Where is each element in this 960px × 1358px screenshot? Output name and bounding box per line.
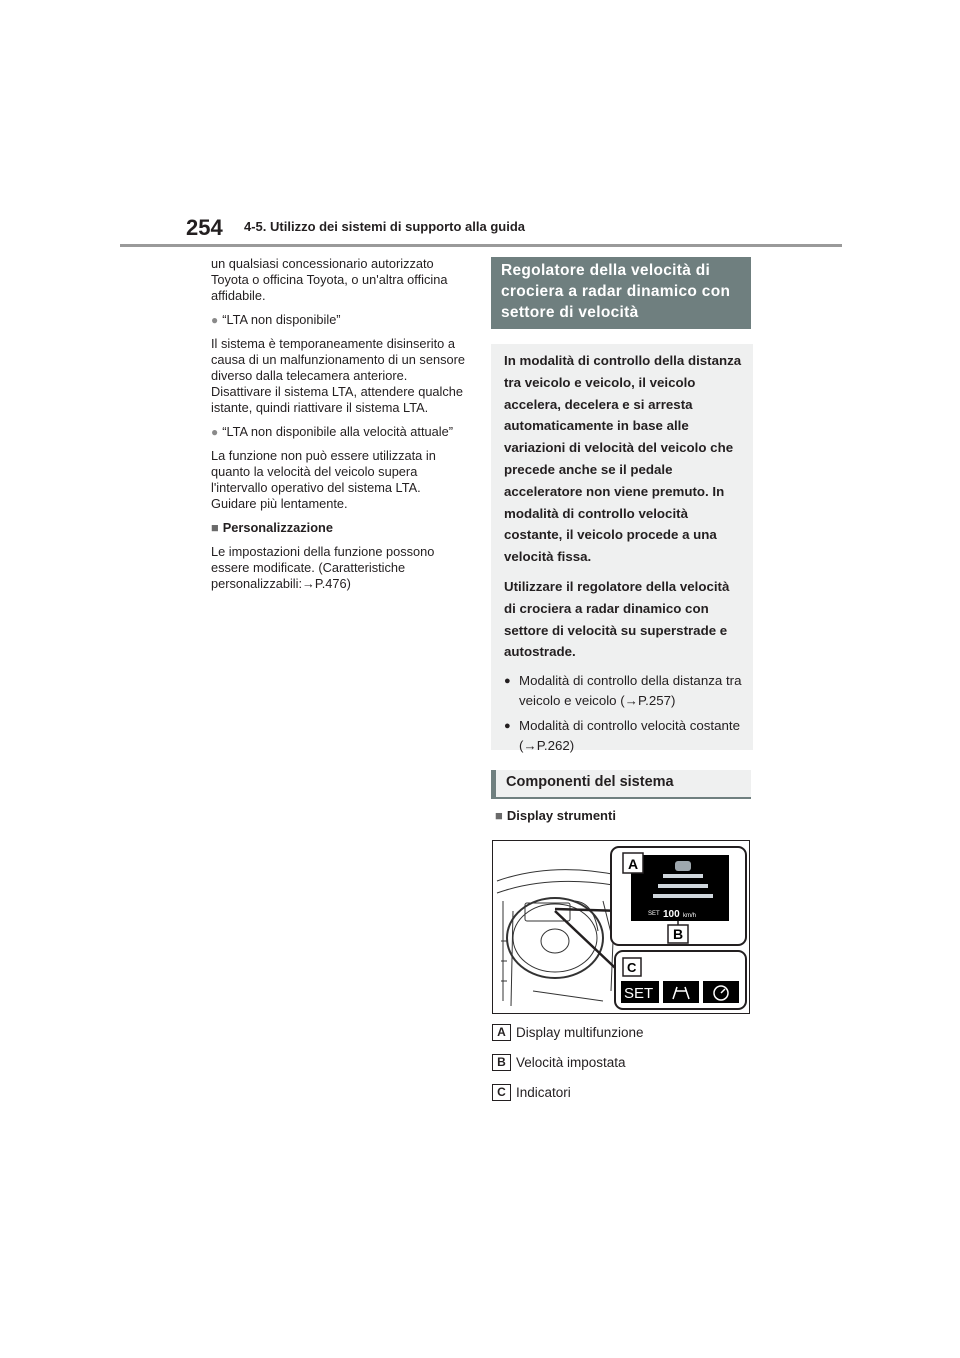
square-bullet-icon: ■ [211, 520, 219, 535]
set-small-label: SET [648, 911, 660, 917]
section-banner: Regolatore della velocità di crociera a radar dinamico con settore di velocità [491, 257, 751, 329]
legend-letter: A [492, 1024, 511, 1041]
paragraph: Il sistema è temporaneamente disinserito a causa di un malfunzionamento di un sensore diverso dalla telecamera anteriore. Disattivare il sistema LTA, attendere qualche istante, quindi riattivare il sistema LTA. [211, 336, 465, 415]
circle-bullet-icon: ● [504, 675, 511, 688]
page-number: 254 [186, 215, 223, 240]
bullet-item [211, 312, 467, 328]
bullet-item [211, 424, 467, 440]
legend-text: Display multifunzione [516, 1024, 644, 1040]
subsection-title: Personalizzazione [222, 520, 333, 535]
list-item [504, 671, 743, 711]
bullet-title: “LTA non disponibile alla velocità attuale” [222, 424, 453, 439]
info-box [491, 344, 753, 754]
circle-bullet-icon: ● [211, 313, 219, 327]
legend [492, 1022, 644, 1112]
section-title: Componenti del sistema [491, 770, 751, 799]
circle-bullet-icon: ● [211, 425, 219, 439]
info-paragraph: Utilizzare il regolatore della velocità di crociera a radar dinamico con settore di velocità su superstrade e autostrade. [504, 578, 730, 660]
distance-indicator-icon [663, 981, 699, 1003]
legend-letter: C [492, 1084, 511, 1101]
header-rule [120, 244, 842, 247]
list-item-text: Modalità di controllo velocità costante (→P.262) [519, 718, 740, 754]
bullet-title: “LTA non disponibile” [222, 312, 341, 327]
speed-unit: km/h [683, 913, 697, 919]
square-bullet-icon: ■ [495, 808, 503, 823]
paragraph: Le impostazioni della funzione possono essere modificate. (Caratteristiche personalizzabili:→P.476) [211, 544, 435, 591]
info-paragraph: In modalità di controllo della distanza tra veicolo e veicolo, il veicolo accelera, decelera e si arresta automaticamente in base alle variazioni di velocità del veicolo che precede anche se il pedale acceleratore non viene premuto. In modalità di controllo velocità costante, il veicolo procede a una velocità fissa. [504, 353, 742, 565]
circle-bullet-icon: ● [504, 720, 511, 733]
legend-text: Indicatori [516, 1084, 571, 1100]
list-item-text: Modalità di controllo della distanza tra veicolo e veicolo (→P.257) [519, 673, 742, 709]
legend-letter: B [492, 1054, 511, 1071]
callout-b-label: B [673, 926, 684, 942]
dashboard-drawing [493, 841, 749, 1013]
speed-value: 100 [663, 909, 680, 920]
set-indicator: SET [624, 985, 654, 1002]
legend-row [492, 1082, 644, 1102]
legend-text: Velocità impostata [516, 1054, 626, 1070]
callout-a-label: A [628, 856, 639, 872]
chapter-title: 4-5. Utilizzo dei sistemi di supporto alla guida [244, 219, 525, 234]
paragraph: un qualsiasi concessionario autorizzato Toyota o officina Toyota, o un'altra officina affidabile. [211, 256, 448, 303]
paragraph: La funzione non può essere utilizzata in quanto la velocità del veicolo supera l'intervallo operativo del sistema LTA. Guidare più lentamente. [211, 448, 436, 511]
dashboard-illustration [492, 840, 750, 1014]
list-item [504, 716, 743, 756]
sub-heading: ■ Display strumenti [495, 808, 616, 823]
legend-row [492, 1052, 644, 1072]
subsection-heading [211, 520, 467, 536]
callout-c-label: C [627, 960, 637, 975]
left-column [211, 256, 467, 600]
legend-row [492, 1022, 644, 1042]
